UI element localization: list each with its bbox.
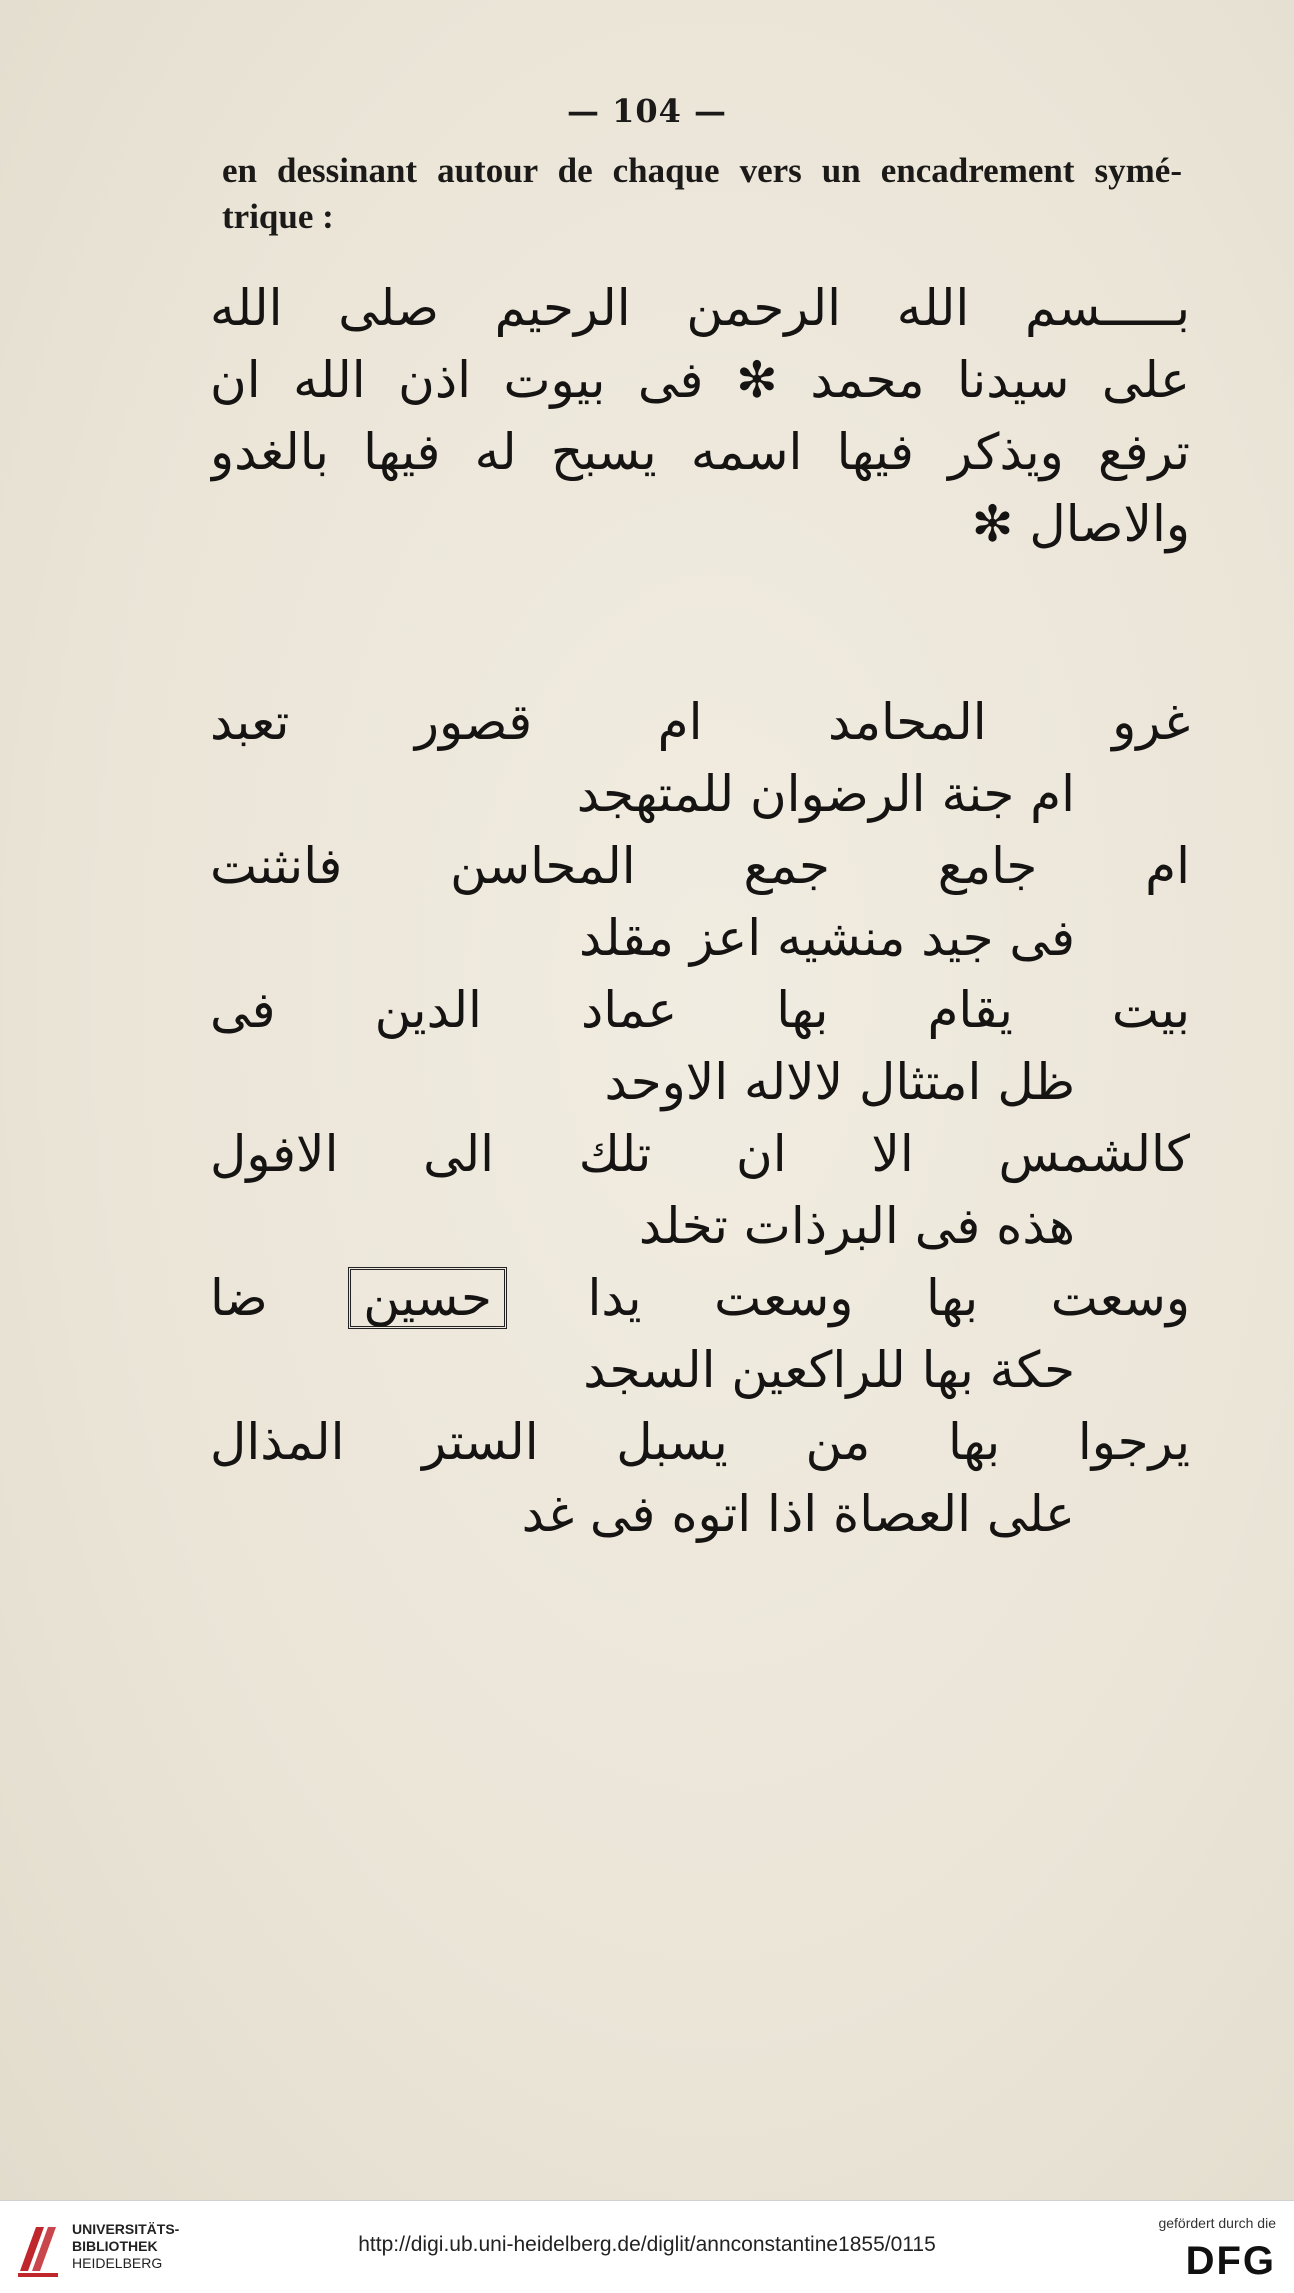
arabic-line: كالشمس الا ان تلك الى الافول: [210, 1125, 1190, 1183]
arabic-line-with-frame: [210, 1262, 1190, 1334]
funding-label: gefördert durch die: [1158, 2215, 1276, 2231]
arabic-inscription-verse-1: [210, 272, 1190, 560]
arabic-poem: [210, 686, 1190, 1550]
arabic-line: ترفع ويذكر فيها اسمه يسبح له فيها بالغدو: [210, 423, 1190, 481]
arabic-line: هذه فى البرذات تخلد: [638, 1197, 1075, 1255]
permalink-url[interactable]: http://digi.ub.uni-heidelberg.de/diglit/annconstantine1855/0115: [358, 2233, 936, 2256]
arabic-line: على العصاة اذا اتوه فى غد: [521, 1485, 1075, 1543]
arabic-line-segment: ضا: [210, 1269, 268, 1327]
dfg-logo: DFG: [1185, 2239, 1276, 2283]
arabic-line: على سيدنا محمد ✻ فى بيوت اذن الله ان: [210, 351, 1190, 409]
arabic-line: ام جنة الرضوان للمتهجد: [576, 765, 1075, 823]
arabic-line: ام جامع جمع المحاسن فانثنت: [210, 837, 1190, 895]
page-number: — 104 —: [566, 92, 728, 130]
arabic-line: بـــــسم الله الرحمن الرحيم صلى الله: [210, 279, 1190, 337]
arabic-line: فى جيد منشيه اعز مقلد: [579, 909, 1075, 967]
french-caption: en dessinant autour de chaque vers un encadrement symé-trique :: [222, 151, 1182, 236]
arabic-line: غرو المحامد ام قصور تعبد: [210, 693, 1190, 751]
arabic-line: حكة بها للراكعين السجد: [583, 1341, 1075, 1399]
framed-word: حسين: [348, 1267, 507, 1329]
library-name: UNIVERSITÄTS- BIBLIOTHEK HEIDELBERG: [72, 2221, 180, 2271]
arabic-line: والاصال ✻: [971, 495, 1190, 553]
arabic-line: بيت يقام بها عماد الدين فى: [210, 981, 1190, 1039]
viewer-footer: [0, 2200, 1294, 2293]
arabic-line-segment: وسعت بها وسعت يدا: [587, 1269, 1190, 1327]
arabic-line: ظل امتثال لالاله الاوحد: [604, 1053, 1075, 1111]
arabic-line: يرجوا بها من يسبل الستر المذال: [210, 1413, 1190, 1471]
